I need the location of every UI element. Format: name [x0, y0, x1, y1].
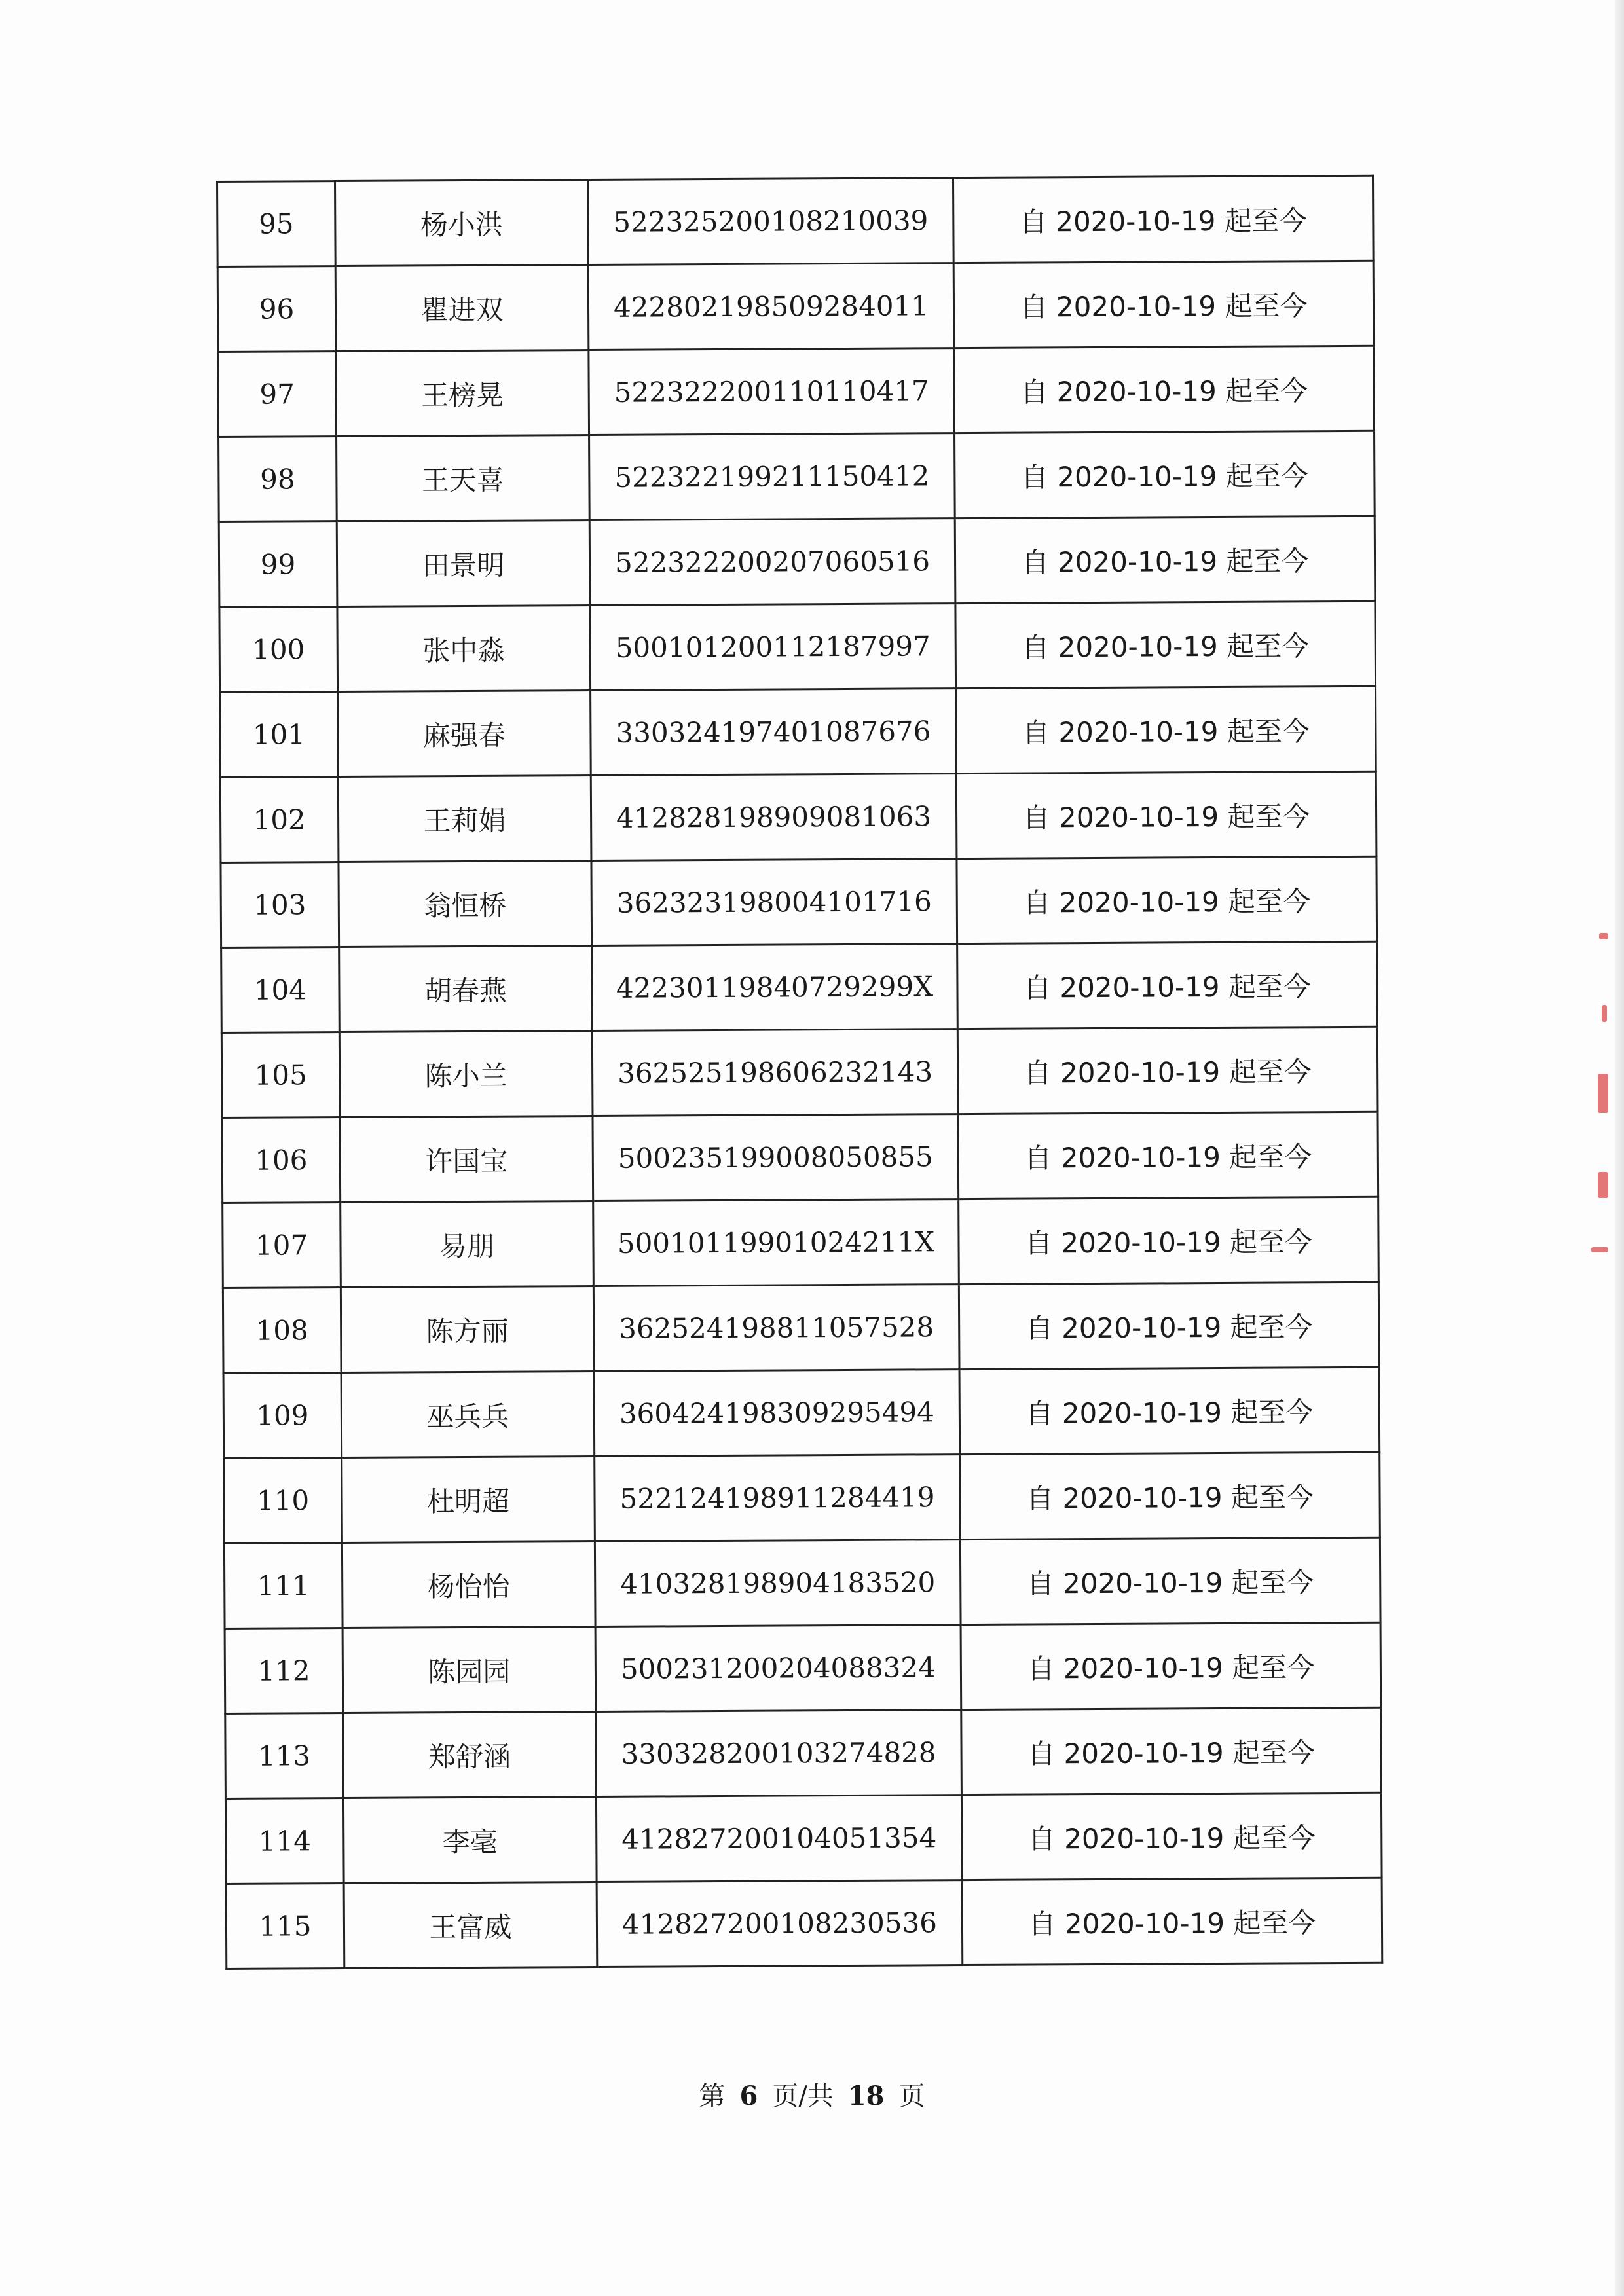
table-row — [218, 346, 1375, 437]
row-period-cell: 自 2020-10-19 起至今 — [957, 1027, 1378, 1114]
table-row — [217, 261, 1374, 352]
seal-fragment — [1591, 1247, 1608, 1252]
row-name-cell: 张中淼 — [337, 606, 591, 692]
row-period-cell: 自 2020-10-19 起至今 — [957, 941, 1378, 1029]
table-row — [220, 686, 1376, 777]
row-period-cell: 自 2020-10-19 起至今 — [956, 686, 1376, 773]
row-period-cell: 自 2020-10-19 起至今 — [955, 601, 1376, 688]
table-row — [224, 1452, 1380, 1543]
row-number-cell: 95 — [217, 181, 336, 267]
row-number-cell: 109 — [223, 1373, 342, 1459]
row-id-number-cell: 522325200108210039 — [588, 178, 954, 265]
row-period-cell: 自 2020-10-19 起至今 — [959, 1282, 1379, 1369]
row-period-cell: 自 2020-10-19 起至今 — [962, 1878, 1382, 1965]
scan-edge-shadow — [1615, 0, 1624, 2296]
row-id-number-cell: 362525198606232143 — [592, 1029, 958, 1116]
row-number-cell: 107 — [223, 1203, 341, 1288]
row-number-cell: 112 — [225, 1628, 343, 1714]
row-number-cell: 114 — [225, 1798, 344, 1884]
row-id-number-cell: 330324197401087676 — [591, 689, 957, 776]
table-row — [225, 1707, 1382, 1798]
row-period-cell: 自 2020-10-19 起至今 — [955, 516, 1375, 603]
table-row — [225, 1622, 1381, 1713]
table-row — [220, 771, 1376, 862]
seal-fragment — [1599, 933, 1608, 939]
row-number-cell: 100 — [219, 607, 338, 693]
row-number-cell: 103 — [221, 862, 339, 948]
footer-current-page: 6 — [739, 2081, 758, 2111]
row-name-cell: 杨小洪 — [335, 180, 589, 266]
row-name-cell: 王天喜 — [337, 435, 590, 522]
row-name-cell: 王榜晃 — [336, 350, 589, 437]
page-footer — [0, 2075, 1624, 2113]
table-row — [219, 516, 1375, 607]
row-id-number-cell: 360424198309295494 — [594, 1370, 960, 1457]
row-name-cell: 杜明超 — [342, 1457, 595, 1543]
row-number-cell: 106 — [222, 1118, 341, 1203]
row-id-number-cell: 362524198811057528 — [593, 1285, 959, 1372]
table-row — [223, 1282, 1379, 1373]
row-id-number-cell: 412828198909081063 — [591, 774, 957, 861]
row-number-cell: 113 — [225, 1713, 344, 1799]
row-name-cell: 田景明 — [337, 520, 590, 607]
row-id-number-cell: 422802198509284011 — [588, 263, 954, 350]
seal-fragment — [1598, 1074, 1608, 1113]
seal-fragment — [1598, 1172, 1608, 1198]
row-period-cell: 自 2020-10-19 起至今 — [960, 1452, 1380, 1539]
row-period-cell: 自 2020-10-19 起至今 — [953, 261, 1374, 348]
footer-prefix: 第 — [699, 2081, 726, 2111]
row-period-cell: 自 2020-10-19 起至今 — [959, 1367, 1380, 1454]
table-row — [219, 431, 1375, 522]
row-name-cell: 陈小兰 — [339, 1031, 593, 1118]
row-period-cell: 自 2020-10-19 起至今 — [953, 175, 1373, 263]
roster-table — [216, 175, 1383, 1970]
row-id-number-cell: 522322200207060516 — [589, 519, 955, 606]
footer-total-pages: 18 — [847, 2081, 885, 2111]
row-name-cell: 易朋 — [341, 1201, 594, 1288]
row-number-cell: 102 — [220, 777, 339, 863]
row-name-cell: 李毫 — [343, 1796, 597, 1883]
seal-fragment — [1602, 1005, 1607, 1022]
table-row — [226, 1878, 1382, 1969]
row-id-number-cell: 42230119840729299X — [592, 944, 958, 1031]
row-number-cell: 111 — [224, 1543, 342, 1629]
row-period-cell: 自 2020-10-19 起至今 — [960, 1537, 1380, 1624]
footer-suffix: 页 — [898, 2081, 925, 2111]
row-id-number-cell: 522322200110110417 — [589, 348, 955, 435]
table-row — [221, 856, 1377, 947]
row-number-cell: 105 — [221, 1032, 340, 1118]
row-id-number-cell: 50010119901024211X — [593, 1199, 959, 1286]
table-row — [222, 1112, 1378, 1203]
row-number-cell: 99 — [219, 522, 337, 608]
row-name-cell: 翁恒桥 — [339, 861, 592, 947]
row-number-cell: 96 — [217, 266, 336, 352]
row-name-cell: 巫兵兵 — [341, 1372, 595, 1458]
row-id-number-cell: 500101200112187997 — [590, 604, 956, 691]
row-name-cell: 陈方丽 — [341, 1286, 594, 1373]
row-period-cell: 自 2020-10-19 起至今 — [954, 346, 1375, 433]
footer-middle: 页/共 — [772, 2081, 834, 2111]
roster-table-body — [217, 175, 1382, 1969]
row-number-cell: 110 — [224, 1458, 342, 1544]
row-name-cell: 杨怡怡 — [342, 1542, 595, 1628]
row-name-cell: 王莉娟 — [338, 776, 591, 862]
row-period-cell: 自 2020-10-19 起至今 — [961, 1707, 1382, 1795]
table-row — [217, 175, 1374, 266]
row-number-cell: 98 — [219, 437, 337, 522]
row-id-number-cell: 522322199211150412 — [589, 433, 955, 520]
row-name-cell: 王富威 — [344, 1882, 597, 1968]
row-name-cell: 许国宝 — [340, 1116, 593, 1203]
row-id-number-cell: 500235199008050855 — [593, 1114, 959, 1201]
row-period-cell: 自 2020-10-19 起至今 — [958, 1112, 1378, 1199]
row-number-cell: 104 — [221, 947, 340, 1033]
row-id-number-cell: 412827200108230536 — [597, 1880, 963, 1967]
row-number-cell: 101 — [220, 692, 339, 778]
row-period-cell: 自 2020-10-19 起至今 — [961, 1793, 1382, 1880]
row-period-cell: 自 2020-10-19 起至今 — [957, 856, 1377, 943]
row-period-cell: 自 2020-10-19 起至今 — [955, 431, 1375, 518]
row-number-cell: 108 — [223, 1288, 341, 1374]
row-name-cell: 陈园园 — [342, 1626, 596, 1713]
row-number-cell: 115 — [226, 1884, 344, 1969]
row-name-cell: 胡春燕 — [339, 946, 593, 1032]
row-period-cell: 自 2020-10-19 起至今 — [959, 1197, 1379, 1284]
row-period-cell: 自 2020-10-19 起至今 — [956, 771, 1376, 858]
table-row — [221, 1027, 1378, 1118]
row-name-cell: 瞿进双 — [335, 265, 589, 352]
row-number-cell: 97 — [218, 352, 337, 437]
table-row — [224, 1537, 1380, 1628]
row-id-number-cell: 500231200204088324 — [595, 1625, 961, 1712]
row-id-number-cell: 410328198904183520 — [595, 1540, 961, 1627]
row-name-cell: 麻强春 — [338, 691, 591, 777]
row-id-number-cell: 522124198911284419 — [595, 1455, 961, 1542]
row-id-number-cell: 412827200104051354 — [596, 1795, 962, 1882]
table-row — [223, 1367, 1380, 1458]
row-name-cell: 郑舒涵 — [343, 1711, 597, 1798]
table-row — [219, 601, 1376, 692]
table-row — [223, 1197, 1379, 1288]
table-row — [225, 1793, 1382, 1884]
row-id-number-cell: 362323198004101716 — [591, 859, 957, 946]
row-id-number-cell: 330328200103274828 — [596, 1710, 962, 1797]
table-row — [221, 941, 1378, 1032]
row-period-cell: 自 2020-10-19 起至今 — [961, 1622, 1381, 1709]
